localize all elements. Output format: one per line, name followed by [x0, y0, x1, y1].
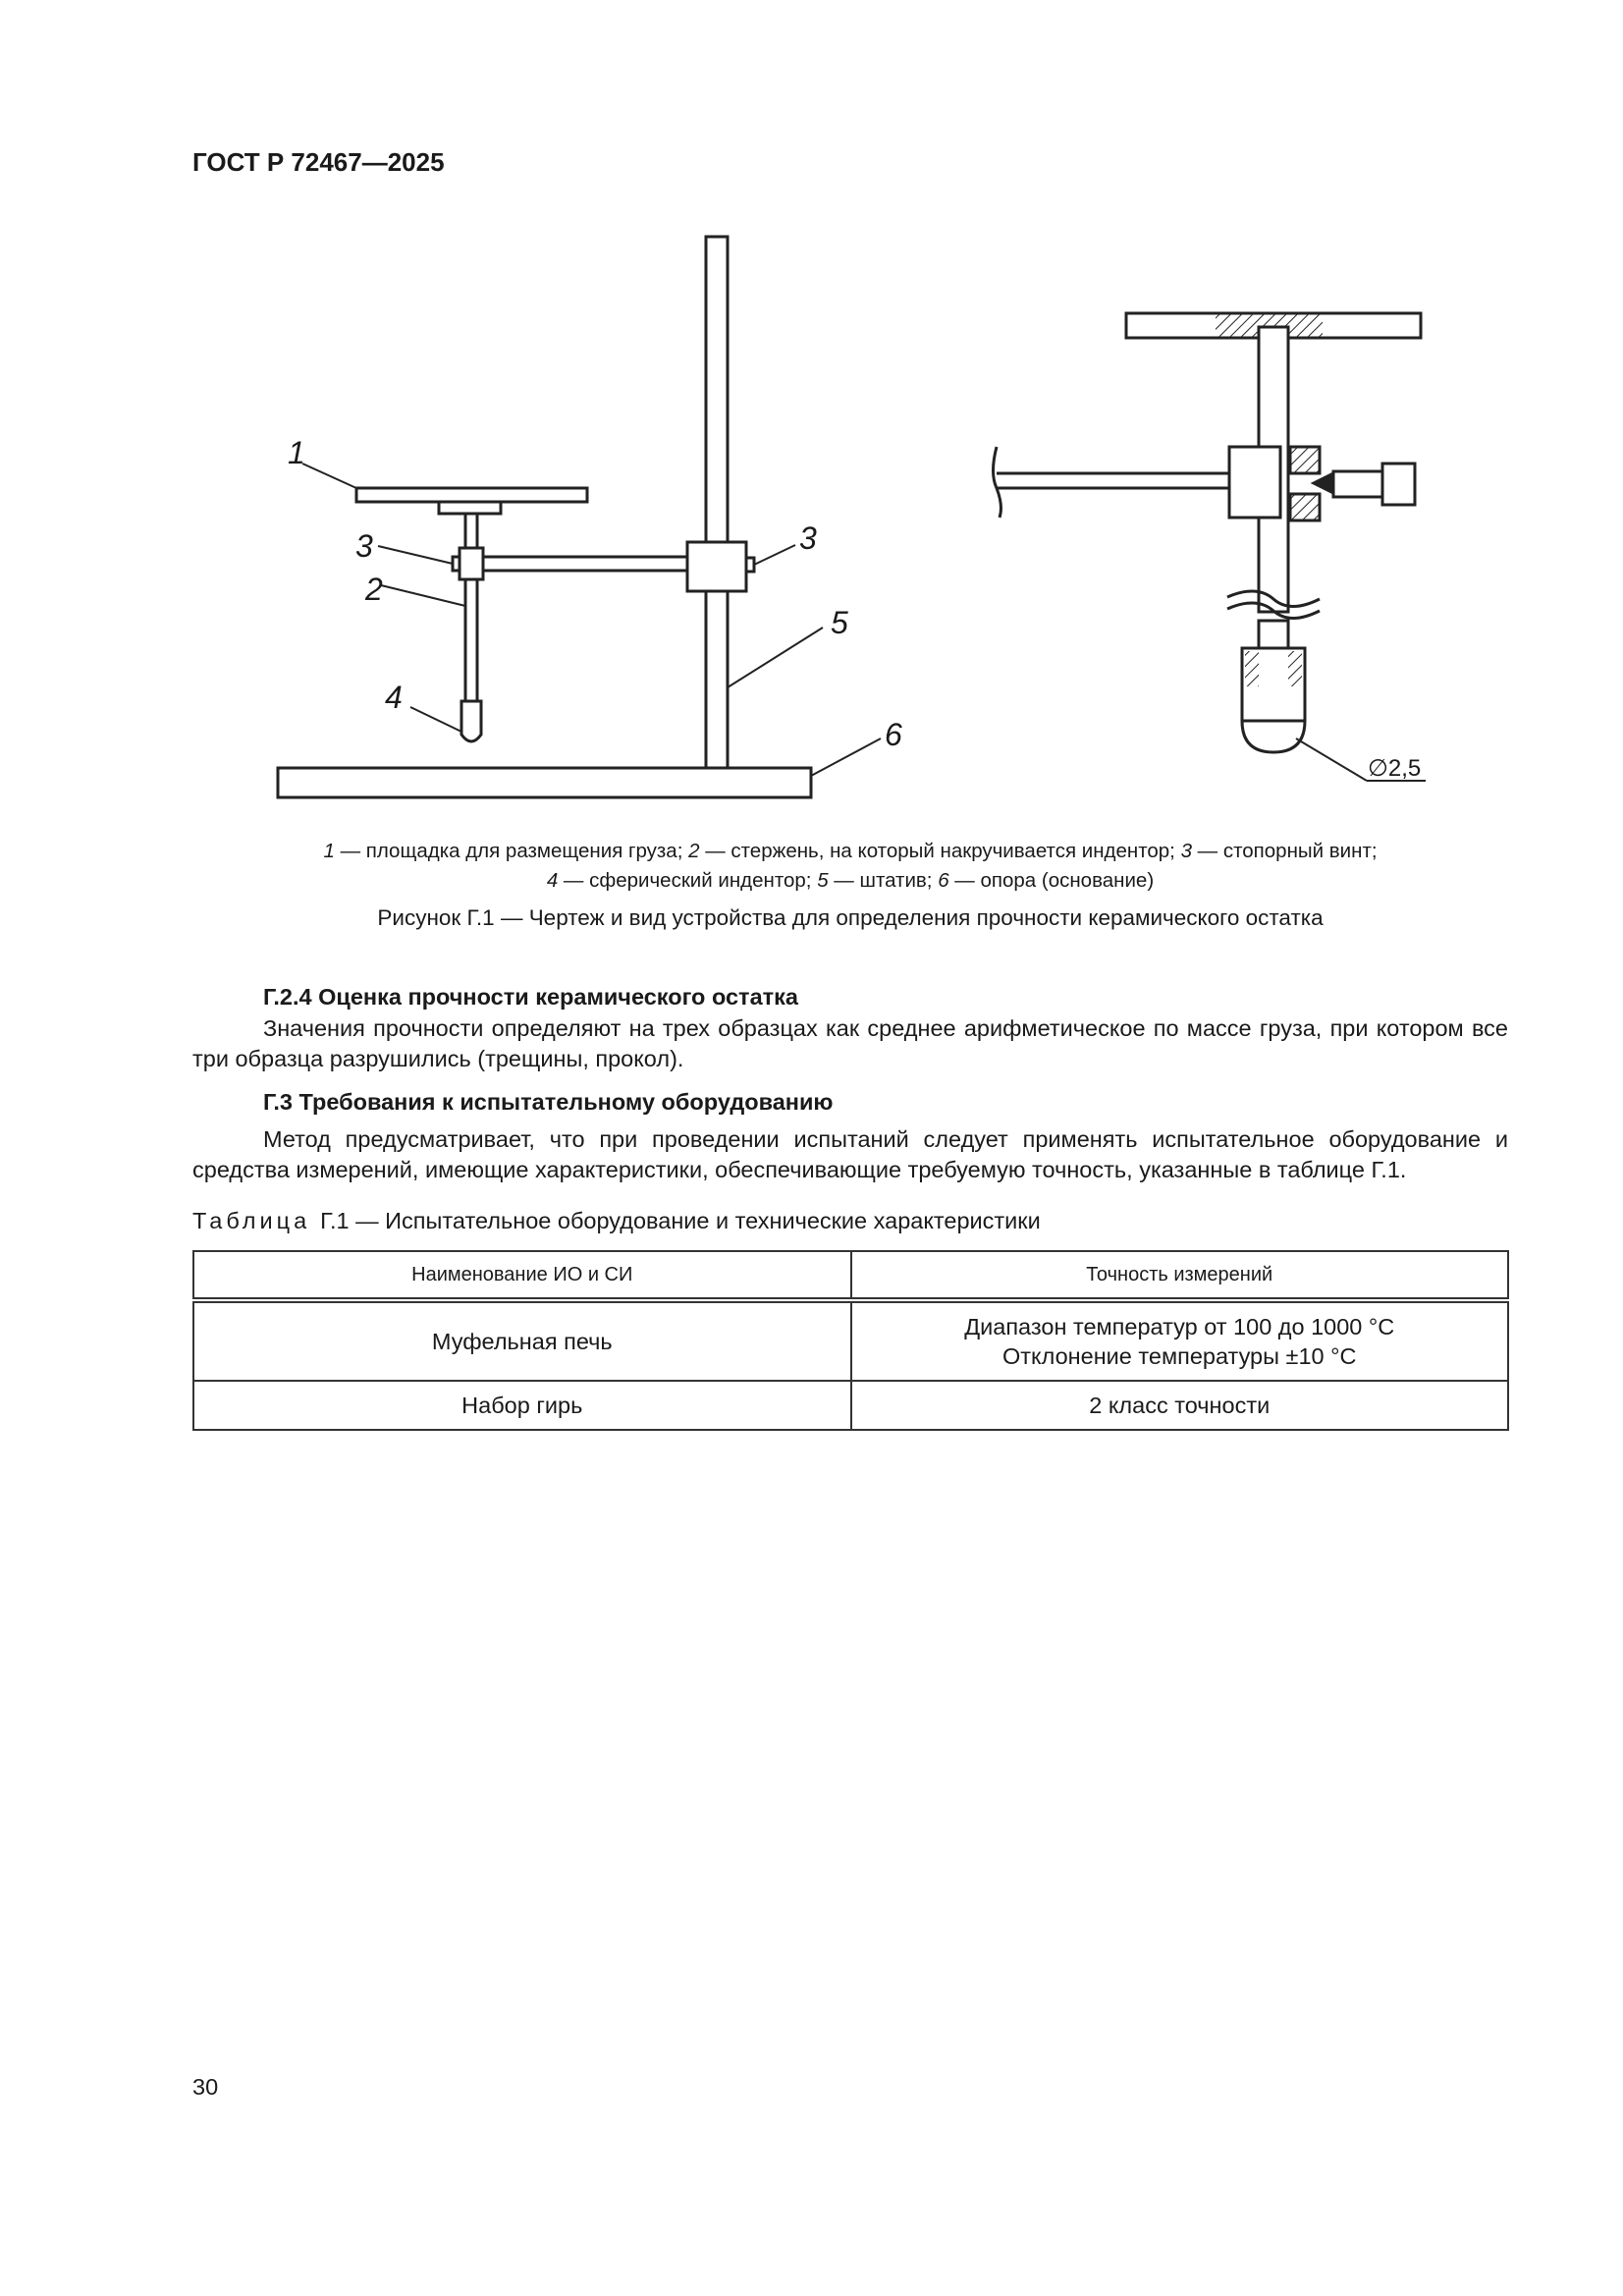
equipment-table: [192, 1250, 1509, 1431]
table-row: [193, 1381, 1508, 1430]
device-drawing: [0, 0, 1623, 825]
table-cell-accuracy: [851, 1300, 1509, 1381]
legend-text: — стопорный винт;: [1191, 840, 1378, 862]
page-number: 30: [192, 2074, 219, 2100]
accuracy-line: Диапазон температур от 100 до 1000 °С: [964, 1314, 1395, 1339]
section-g24-title: Г.2.4 Оценка прочности керамического остатка: [263, 984, 798, 1010]
table-title: [192, 1208, 1041, 1234]
spherical-indentor: [461, 701, 481, 741]
callout-3-right: 3: [799, 520, 817, 556]
legend-text: — штатив;: [828, 869, 939, 892]
legend-num: 6: [938, 869, 949, 892]
callout-4: 4: [385, 680, 403, 715]
document-header: ГОСТ Р 72467—2025: [192, 147, 445, 177]
legend-text: — сферический индентор;: [558, 869, 818, 892]
diameter-label: ∅2,5: [1368, 755, 1422, 782]
legend-text: — опора (основание): [948, 869, 1155, 892]
table-header-name: Наименование ИО и СИ: [193, 1251, 851, 1300]
table-cell-name: Муфельная печь: [193, 1300, 851, 1381]
paragraph-text: Значения прочности определяют на трех образцах как среднее арифметическое по массе груза, при котором все три образца разрушились (трещины, прокол).: [192, 1015, 1508, 1071]
stand-clamp: [687, 542, 746, 591]
table-row: [193, 1300, 1508, 1381]
horizontal-arm: [481, 557, 687, 571]
paragraph-text: Метод предусматривает, что при проведении испытаний следует применять испытательное оборудование и средства измерений, имеющие характеристики, обеспечивающие требуемую точность, указанные в таблице Г.1.: [192, 1126, 1508, 1182]
load-platform: [356, 488, 587, 502]
figure-caption: Рисунок Г.1 — Чертеж и вид устройства для определения прочности керамического остатка: [377, 905, 1324, 930]
clamp-block: [1229, 447, 1280, 518]
callout-6: 6: [885, 717, 902, 752]
spherical-indentor-right: [1242, 721, 1305, 752]
legend-num: 5: [817, 869, 829, 892]
section-g24-text: [192, 1013, 1508, 1074]
legend-text: — стержень, на который накручивается индентор;: [699, 840, 1181, 862]
rod-clamp: [460, 548, 483, 579]
callout-1: 1: [288, 435, 305, 470]
legend-text: — площадка для размещения груза;: [334, 840, 689, 862]
accuracy-line: Отклонение температуры ±10 °С: [1002, 1343, 1357, 1369]
table-header-accuracy: Точность измерений: [851, 1251, 1509, 1300]
legend-num: 1: [323, 840, 335, 862]
legend-num: 3: [1180, 840, 1192, 862]
stand-rod: [706, 237, 728, 768]
base-support: [278, 768, 811, 797]
callout-5: 5: [831, 605, 848, 640]
figure-legend: [192, 837, 1508, 896]
table-title-word: Таблица: [192, 1208, 311, 1233]
indentor-rod: [465, 514, 477, 548]
legend-num: 2: [688, 840, 700, 862]
table-cell-accuracy: 2 класс точности: [851, 1381, 1509, 1430]
table-title-rest: Г.1 — Испытательное оборудование и технические характеристики: [320, 1208, 1041, 1233]
table-cell-name: Набор гирь: [193, 1381, 851, 1430]
section-g3-text: [192, 1124, 1508, 1185]
section-g3-title: Г.3 Требования к испытательному оборудованию: [263, 1089, 834, 1115]
legend-num: 4: [546, 869, 559, 892]
callout-2: 2: [365, 572, 383, 607]
callout-3-left: 3: [355, 528, 373, 564]
